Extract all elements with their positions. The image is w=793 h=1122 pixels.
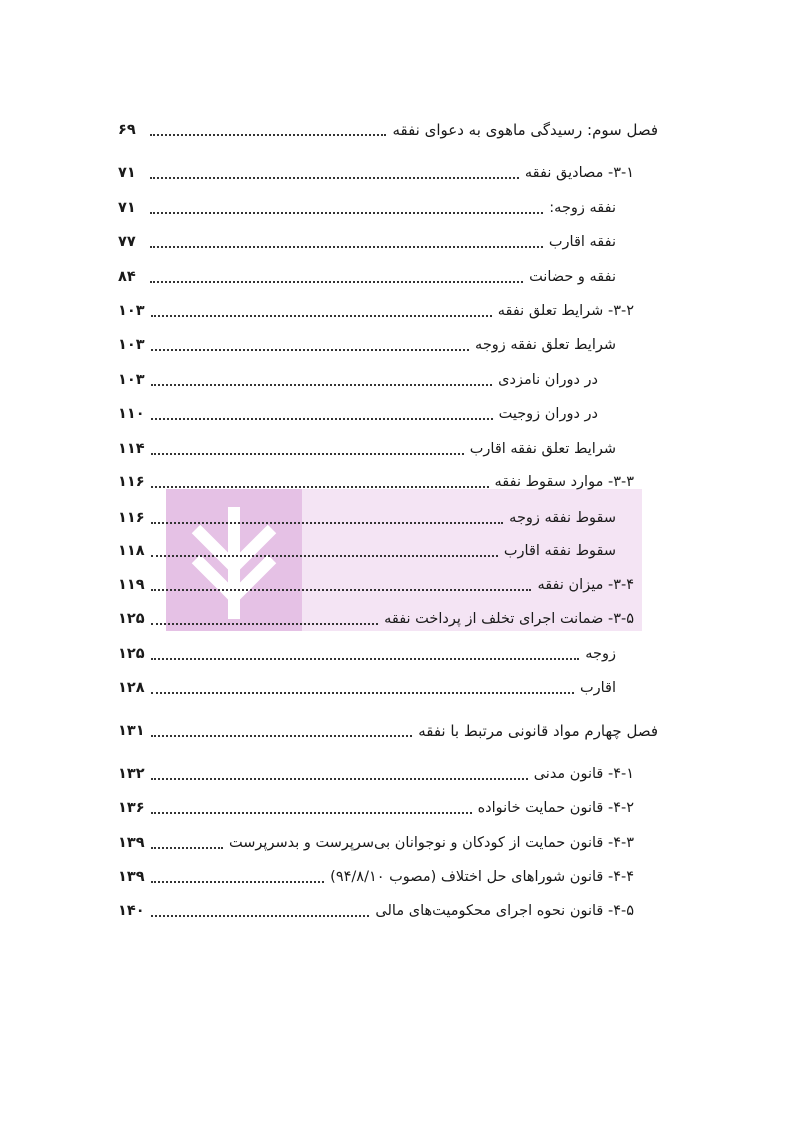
toc-entry-title: ۴-۳- قانون حمایت از کودکان و نوجوانان بی‌سرپرست و بدسرپرست [229,835,634,851]
toc-entry-page: ۱۱۶ [118,510,145,526]
toc-leader-dots [151,382,493,386]
toc-leader-dots [151,347,469,351]
toc-entry-title: ۳-۲- شرایط تعلق نفقه [497,303,634,319]
toc-entry-page: ۱۱۹ [118,577,145,593]
toc-entry-title: فصل چهارم مواد قانونی مرتبط با نفقه [418,722,658,740]
toc-entry[interactable] [118,675,658,701]
toc-entry-page: ۱۰۳ [118,372,145,388]
toc-entry[interactable] [118,298,658,324]
toc-entry[interactable] [118,830,658,856]
toc-entry[interactable] [118,229,658,255]
toc-entry-title: سقوط نفقه زوجه [509,510,616,526]
toc-entry[interactable] [118,401,658,427]
toc-entry-title: شرایط تعلق نفقه اقارب [469,441,616,457]
toc-entry-page: ۷۱ [118,165,136,181]
toc-leader-dots [150,210,543,214]
toc-entry-page: ۷۷ [118,234,136,250]
toc-entry-page: ۱۱۰ [118,406,145,422]
toc-entry-page: ۱۱۶ [118,474,145,490]
toc-entry[interactable] [118,367,658,393]
toc-entry-title: فصل سوم: رسیدگی ماهوی به دعوای نفقه [392,121,658,139]
toc-entry[interactable] [118,898,658,924]
toc-entry-title: در دوران زوجیت [498,406,598,422]
toc-entry-title: نفقه زوجه: [549,200,616,216]
toc-entry-title: شرایط تعلق نفقه زوجه [475,337,616,353]
toc-entry-page: ۱۳۱ [118,723,145,739]
toc-entry-page: ۶۹ [118,122,136,138]
toc-leader-dots [151,690,574,694]
toc-entry-title: ۴-۱- قانون مدنی [533,766,634,782]
toc-entry[interactable] [118,436,658,462]
toc-entry-page: ۸۴ [118,269,136,285]
toc-entry-page: ۱۱۴ [118,441,145,457]
toc-entry-page: ۱۲۸ [118,680,145,696]
toc-entry-page: ۱۴۰ [118,903,145,919]
toc-entry[interactable] [118,641,658,667]
toc-entry[interactable] [118,606,658,632]
toc-entry-page: ۷۱ [118,200,136,216]
toc-entry-title: ۴-۲- قانون حمایت خانواده [477,800,634,816]
toc-leader-dots [151,810,472,814]
toc-leader-dots [151,776,528,780]
toc-entry-page: ۱۳۹ [118,835,145,851]
toc-entry-title: نفقه اقارب [548,234,616,250]
toc-entry[interactable] [118,264,658,290]
toc-entry-title: ۴-۴- قانون شوراهای حل اختلاف (مصوب ۹۴/۸/۱۰) [330,869,634,885]
toc-leader-dots [150,175,519,179]
toc-entry-page: ۱۰۳ [118,303,145,319]
toc-entry-title: اقارب [579,680,616,696]
toc-entry-page: ۱۳۶ [118,800,145,816]
toc-entry-title: سقوط نفقه اقارب [503,543,616,559]
toc-entry-title: نفقه و حضانت [529,269,616,285]
toc-entry[interactable] [118,538,658,564]
toc-entry[interactable] [118,469,658,495]
toc-leader-dots [150,132,386,136]
toc-leader-dots [151,656,580,660]
toc-leader-dots [151,451,464,455]
toc-entry-page: ۱۰۳ [118,337,145,353]
toc-entry[interactable] [118,505,658,531]
toc-leader-dots [150,244,543,248]
toc-leader-dots [151,520,504,524]
toc-leader-dots [151,553,498,557]
toc-leader-dots [151,587,532,591]
toc-leader-dots [151,913,370,917]
toc-entry-title: ۳-۴- میزان نفقه [537,577,634,593]
toc-entry-title: در دوران نامزدی [498,372,598,388]
toc-entry-page: ۱۱۸ [118,543,145,559]
toc-leader-dots [151,733,413,737]
toc-entry[interactable] [118,761,658,787]
toc-entry-title: ۳-۳- موارد سقوط نفقه [494,474,634,490]
toc-leader-dots [151,845,223,849]
toc-leader-dots [151,621,379,625]
toc-entry[interactable] [118,195,658,221]
toc-entry[interactable] [118,160,658,186]
toc-entry-chapter-3[interactable] [118,117,658,143]
toc-entry-title: ۳-۵- ضمانت اجرای تخلف از پرداخت نفقه [384,611,634,627]
toc-entry-title: زوجه [585,646,616,662]
toc-entry[interactable] [118,795,658,821]
toc-leader-dots [151,484,489,488]
toc-entry-title: ۳-۱- مصادیق نفقه [524,165,634,181]
toc-entry-title: ۴-۵- قانون نحوه اجرای محکومیت‌های مالی [375,903,634,919]
toc-leader-dots [151,313,492,317]
toc-entry[interactable] [118,864,658,890]
toc-entry-page: ۱۳۲ [118,766,145,782]
toc-entry-page: ۱۳۹ [118,869,145,885]
toc-entry[interactable] [118,332,658,358]
toc-leader-dots [151,879,325,883]
toc-leader-dots [151,416,493,420]
toc-entry[interactable] [118,572,658,598]
toc-leader-dots [150,279,523,283]
toc-entry-chapter-4[interactable] [118,718,658,744]
toc-entry-page: ۱۲۵ [118,646,145,662]
toc-entry-page: ۱۲۵ [118,611,145,627]
